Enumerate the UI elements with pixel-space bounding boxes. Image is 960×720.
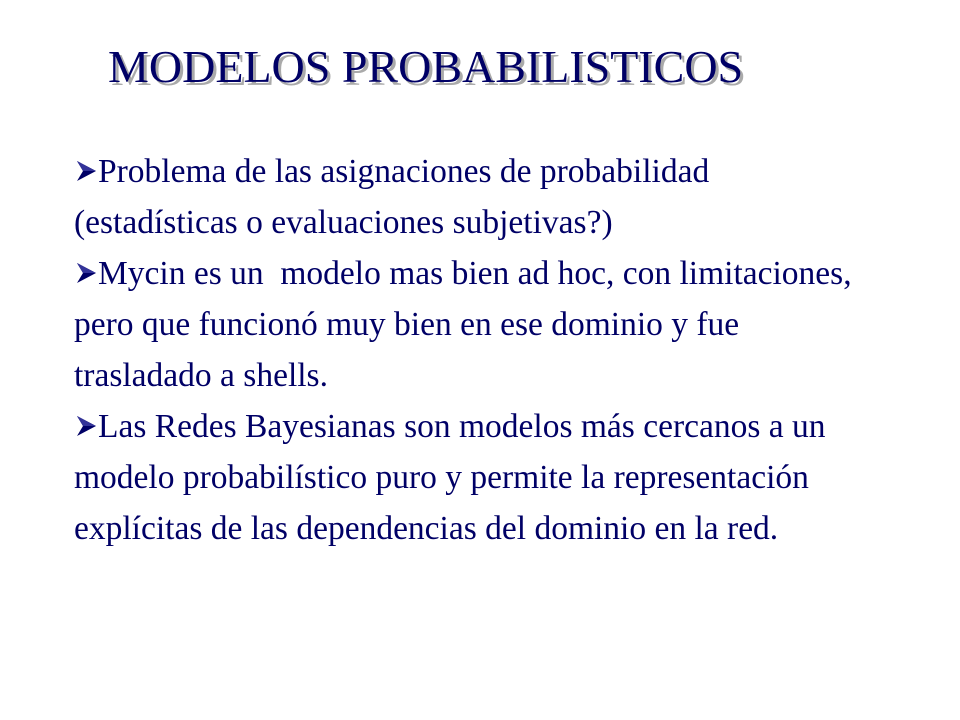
bullet-text: Mycin es un modelo mas bien ad hoc, con limitaciones, pero que funcionó muy bien en ese dominio y fue trasladado a shells. [74, 255, 860, 394]
bullet-item [74, 248, 864, 401]
arrowhead-bullet-icon [74, 414, 98, 438]
bullet-item [74, 401, 864, 554]
arrowhead-bullet-icon [74, 261, 98, 285]
bullet-item [74, 146, 864, 248]
bullet-list [74, 146, 864, 554]
bullet-text: Las Redes Bayesianas son modelos más cercanos a un modelo probabilístico puro y permite la representación explícitas de las dependencias del dominio en la red. [74, 408, 826, 547]
slide-title: MODELOS PROBABILISTICOS [108, 41, 744, 92]
arrowhead-bullet-icon [74, 159, 98, 183]
bullet-text: Problema de las asignaciones de probabilidad (estadísticas o evaluaciones subjetivas?) [74, 153, 710, 241]
